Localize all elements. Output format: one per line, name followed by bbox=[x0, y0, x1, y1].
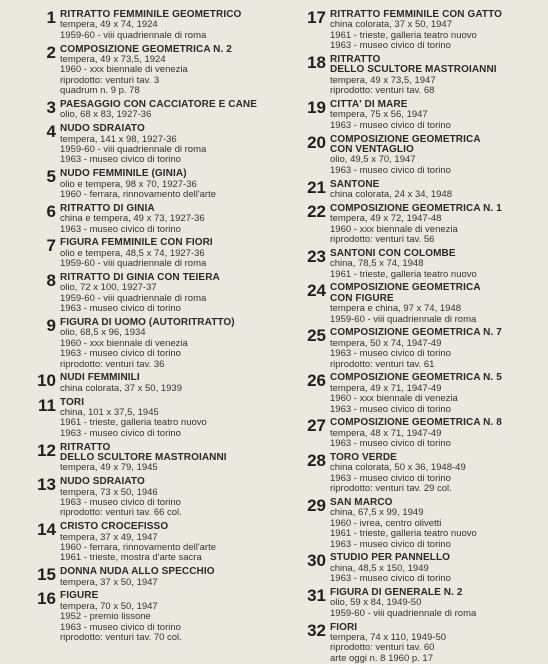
entry-detail: tempera e china, 97 x 74, 1948 bbox=[330, 303, 461, 315]
entry-title: COMPOSIZIONE GEOMETRICA bbox=[330, 282, 481, 294]
entry-detail: china, 101 x 37,5, 1945 bbox=[60, 407, 159, 418]
entry-title: FIGURE bbox=[60, 590, 99, 602]
entry-detail: riprodotto: venturi tav. 60 bbox=[330, 642, 435, 654]
entry-number: 24 bbox=[307, 281, 326, 301]
entry-detail: china colorata, 37 x 50, 1947 bbox=[330, 19, 453, 31]
entry-detail: riprodotto: venturi tav. 66 col. bbox=[60, 507, 182, 519]
entry-number: 20 bbox=[307, 132, 326, 152]
entry-number: 3 bbox=[46, 98, 56, 117]
entry-title: RITRATTO DI GINIA CON TEIERA bbox=[60, 272, 220, 283]
entry-title: NUDO SDRAIATO bbox=[60, 123, 145, 135]
entry-detail: 1959-60 - viii quadriennale di roma bbox=[60, 29, 207, 41]
entry-title: NUDO FEMMINILE (GINIA) bbox=[60, 168, 187, 180]
entry-title: PAESAGGIO CON CACCIATORE E CANE bbox=[60, 99, 258, 110]
entry-detail: olio, 68,5 x 96, 1934 bbox=[60, 327, 146, 339]
entry-number: 27 bbox=[307, 416, 326, 436]
entry-body bbox=[330, 453, 545, 495]
entry-title: FIGURA FEMMINILE CON FIORI bbox=[60, 237, 213, 249]
entry-detail: tempera, 37 x 50, 1947 bbox=[60, 576, 158, 588]
entry-detail: tempera, 37 x 49, 1947 bbox=[60, 531, 158, 543]
entry-body bbox=[330, 328, 545, 370]
entry-number: 7 bbox=[46, 236, 56, 256]
entry-detail: riprodotto: venturi tav. 70 col. bbox=[60, 632, 182, 644]
entry-number: 5 bbox=[46, 167, 56, 187]
entry-body bbox=[60, 238, 300, 269]
entry-detail: riprodotto: venturi tav. 61 bbox=[330, 358, 435, 370]
entry-number: 30 bbox=[307, 551, 326, 571]
entry-detail: china, 67,5 x 99, 1949 bbox=[330, 507, 424, 519]
entry-detail: olio, 72 x 100, 1927-37 bbox=[60, 282, 157, 294]
entry-detail: 1961 - trieste, galleria teatro nuovo bbox=[330, 29, 477, 41]
entry-body bbox=[60, 567, 300, 588]
entry-title: STUDIO PER PANNELLO bbox=[330, 552, 451, 564]
entry-title: SANTONE bbox=[330, 178, 380, 190]
entry-title: COMPOSIZIONE GEOMETRICA N. 7 bbox=[330, 327, 502, 339]
entry-number: 12 bbox=[37, 440, 56, 460]
entry-body bbox=[330, 498, 545, 550]
entry-detail: olio, 68 x 83, 1927-36 bbox=[60, 109, 152, 121]
entry-body bbox=[330, 55, 545, 97]
entry-detail: riprodotto: venturi tav. 3 bbox=[60, 74, 160, 86]
entry-number: 14 bbox=[37, 520, 56, 540]
entry-title: DELLO SCULTORE MASTROIANNI bbox=[60, 452, 227, 463]
entry-detail: tempera, 48 x 71, 1947-49 bbox=[330, 427, 442, 439]
entry-title: FIGURA DI GENERALE N. 2 bbox=[330, 587, 463, 598]
entry-detail: china colorata, 50 x 36, 1948-49 bbox=[330, 462, 466, 474]
entry-title: FIGURA DI UOMO (AUTORITRATTO) bbox=[60, 317, 235, 328]
entry-number: 1 bbox=[46, 8, 56, 27]
entry-detail: olio e tempera, 98 x 70, 1927-36 bbox=[60, 178, 197, 190]
entry-detail: tempera, 74 x 110, 1949-50 bbox=[330, 632, 447, 643]
entry-detail: quadrum n. 9 p. 78 bbox=[60, 85, 140, 97]
entry-title: DELLO SCULTORE MASTROIANNI bbox=[330, 64, 497, 76]
entry-number: 23 bbox=[307, 246, 326, 266]
entry-detail: riprodotto: venturi tav. 68 bbox=[330, 85, 435, 97]
entry-body bbox=[60, 591, 300, 643]
entry-title: RITRATTO FEMMINILE CON GATTO bbox=[330, 9, 503, 20]
entry-detail: 1963 - museo civico di torino bbox=[330, 438, 451, 450]
entry-title: COMPOSIZIONE GEOMETRICA N. 8 bbox=[330, 417, 502, 429]
entry-title: NUDO SDRAIATO bbox=[60, 476, 145, 488]
entry-detail: arte oggi n. 8 1960 p. 17 bbox=[330, 652, 433, 664]
entry-detail: china e tempera, 49 x 73, 1927-36 bbox=[60, 213, 205, 225]
entry-body bbox=[60, 204, 300, 235]
entry-body bbox=[330, 588, 545, 619]
entry-body bbox=[330, 180, 545, 201]
entry-detail: tempera, 50 x 74, 1947-49 bbox=[330, 337, 442, 349]
entry-detail: china colorata, 24 x 34, 1948 bbox=[330, 189, 453, 200]
entry-body bbox=[330, 204, 545, 246]
entry-detail: 1959-60 - viii quadriennale di roma bbox=[60, 258, 207, 270]
entry-number: 9 bbox=[46, 316, 56, 335]
entry-detail: 1960 - ferrara, rinnovamento dell'arte bbox=[60, 542, 217, 553]
entry-number: 25 bbox=[307, 326, 326, 346]
entry-detail: china, 78,5 x 74, 1948 bbox=[330, 258, 424, 270]
entry-title: COMPOSIZIONE GEOMETRICA N. 1 bbox=[330, 202, 502, 214]
entry-detail: 1963 - museo civico di torino bbox=[330, 348, 451, 360]
entry-detail: 1960 - xxx biennale di venezia bbox=[60, 64, 188, 76]
entry-detail: 1961 - trieste, galleria teatro nuovo bbox=[330, 528, 477, 540]
entry-detail: 1960 - ivrea, centro olivetti bbox=[330, 517, 442, 529]
entry-detail: 1963 - museo civico di torino bbox=[330, 573, 451, 585]
entry-detail: 1963 - museo civico di torino bbox=[60, 497, 181, 508]
entry-body bbox=[60, 373, 300, 394]
entry-body bbox=[330, 418, 545, 449]
entry-detail: 1960 - ferrara, rinnovamento dell'arte bbox=[60, 189, 217, 200]
entry-title: DONNA NUDA ALLO SPECCHIO bbox=[60, 566, 215, 578]
entry-detail: tempera, 49 x 73,5, 1924 bbox=[60, 54, 166, 65]
entry-detail: tempera, 75 x 56, 1947 bbox=[330, 109, 428, 121]
entry-body bbox=[330, 100, 545, 131]
entry-detail: 1959-60 - viii quadriennale di roma bbox=[330, 607, 477, 619]
entry-title: CRISTO CROCEFISSO bbox=[60, 521, 169, 533]
entry-detail: tempera, 141 x 98, 1927-36 bbox=[60, 133, 177, 145]
entry-body bbox=[330, 135, 545, 177]
entry-body bbox=[60, 169, 300, 200]
entry-title: CITTA' DI MARE bbox=[330, 99, 408, 110]
entry-number: 4 bbox=[46, 122, 56, 142]
entry-detail: 1963 - museo civico di torino bbox=[330, 40, 451, 52]
entry-number: 29 bbox=[307, 496, 326, 515]
entry-number: 28 bbox=[307, 451, 326, 470]
entry-number: 22 bbox=[307, 201, 326, 221]
entry-body bbox=[60, 45, 300, 97]
entry-number: 16 bbox=[37, 589, 56, 609]
entry-detail: 1960 - xxx biennale di venezia bbox=[330, 223, 458, 235]
entry-number: 2 bbox=[46, 42, 56, 62]
entry-number: 10 bbox=[37, 371, 56, 391]
entry-detail: 1960 - xxx biennale di venezia bbox=[330, 393, 458, 405]
entry-detail: 1960 - xxx biennale di venezia bbox=[60, 337, 188, 349]
entry-detail: tempera, 49 x 71, 1947-49 bbox=[330, 382, 442, 394]
entry-detail: china colorata, 37 x 50, 1939 bbox=[60, 382, 183, 394]
entry-body bbox=[60, 10, 300, 41]
entry-title: SAN MARCO bbox=[330, 497, 393, 508]
entry-detail: olio, 49,5 x 70, 1947 bbox=[330, 154, 416, 166]
entry-detail: riprodotto: venturi tav. 56 bbox=[330, 234, 435, 246]
entry-detail: 1963 - museo civico di torino bbox=[330, 119, 451, 131]
entry-detail: tempera, 49 x 72, 1947-48 bbox=[330, 213, 442, 225]
entry-body bbox=[60, 124, 300, 166]
entry-title: COMPOSIZIONE GEOMETRICA N. 2 bbox=[60, 43, 232, 55]
entry-title: SANTONI CON COLOMBE bbox=[330, 247, 456, 259]
entry-body bbox=[330, 553, 545, 584]
entry-detail: tempera, 49 x 79, 1945 bbox=[60, 462, 158, 474]
entry-detail: riprodotto: venturi tav. 29 col. bbox=[330, 483, 452, 495]
entry-detail: 1961 - trieste, galleria teatro nuovo bbox=[330, 268, 477, 280]
entry-body bbox=[60, 100, 300, 121]
entry-title: NUDI FEMMINILI bbox=[60, 372, 140, 384]
entry-body bbox=[330, 249, 545, 280]
entry-detail: 1963 - museo civico di torino bbox=[60, 223, 181, 235]
entry-body bbox=[60, 398, 300, 440]
entry-detail: 1963 - museo civico di torino bbox=[60, 621, 181, 633]
entry-number: 8 bbox=[46, 271, 56, 290]
entry-detail: 1963 - museo civico di torino bbox=[330, 472, 451, 484]
entry-detail: 1959-60 - viii quadriennale di roma bbox=[60, 292, 207, 304]
entry-detail: 1959-60 - viii quadriennale di roma bbox=[330, 313, 477, 325]
entry-title: TORO VERDE bbox=[330, 452, 397, 463]
entry-number: 32 bbox=[307, 620, 326, 640]
entry-title: TORI bbox=[60, 396, 85, 408]
entry-number: 15 bbox=[37, 565, 56, 585]
entry-body bbox=[60, 477, 300, 519]
entry-detail: olio, 59 x 84, 1949-50 bbox=[330, 597, 422, 609]
entry-body bbox=[330, 10, 545, 52]
entry-title: COMPOSIZIONE GEOMETRICA bbox=[330, 133, 481, 145]
entry-detail: riprodotto: venturi tav. 36 bbox=[60, 358, 165, 370]
entry-number: 21 bbox=[307, 177, 326, 197]
entry-number: 26 bbox=[307, 371, 326, 391]
entry-detail: china, 48,5 x 150, 1949 bbox=[330, 562, 429, 574]
entry-detail: 1963 - museo civico di torino bbox=[60, 427, 181, 439]
entry-detail: 1963 - museo civico di torino bbox=[60, 154, 181, 166]
entry-detail: olio e tempera, 48,5 x 74, 1927-36 bbox=[60, 247, 205, 259]
entry-detail: 1963 - museo civico di torino bbox=[330, 403, 451, 415]
entry-body bbox=[60, 273, 300, 315]
entry-detail: 1963 - museo civico di torino bbox=[60, 303, 181, 315]
entry-body bbox=[60, 318, 300, 370]
entry-detail: 1961 - trieste, galleria teatro nuovo bbox=[60, 417, 207, 429]
entry-title: FIORI bbox=[330, 621, 358, 633]
entry-title: COMPOSIZIONE GEOMETRICA N. 5 bbox=[330, 372, 502, 384]
entry-detail: 1963 - museo civico di torino bbox=[60, 348, 181, 360]
entry-body bbox=[330, 373, 545, 415]
entry-detail: 1952 - premio lissone bbox=[60, 611, 151, 623]
entry-number: 6 bbox=[46, 201, 56, 221]
entry-detail: tempera, 49 x 74, 1924 bbox=[60, 19, 158, 31]
entry-detail: tempera, 73 x 50, 1946 bbox=[60, 486, 158, 498]
entry-detail: tempera, 70 x 50, 1947 bbox=[60, 600, 158, 612]
entry-body bbox=[60, 522, 300, 564]
entry-body bbox=[330, 623, 545, 664]
entry-title: RITRATTO FEMMINILE GEOMETRICO bbox=[60, 9, 242, 20]
entry-number: 18 bbox=[307, 53, 326, 72]
entry-title: RITRATTO DI GINIA bbox=[60, 202, 155, 214]
entry-title: CON FIGURE bbox=[330, 292, 394, 304]
entry-number: 19 bbox=[307, 98, 326, 117]
entry-number: 17 bbox=[307, 8, 326, 27]
entry-detail: tempera, 49 x 73,5, 1947 bbox=[330, 74, 436, 86]
entry-number: 13 bbox=[37, 475, 56, 495]
entry-title: CON VENTAGLIO bbox=[330, 144, 414, 155]
entry-title: RITRATTO bbox=[330, 54, 381, 65]
entry-body bbox=[60, 443, 300, 474]
entry-title: RITRATTO bbox=[60, 441, 111, 453]
entry-detail: 1959-60 - viii quadriennale di roma bbox=[60, 144, 207, 155]
entry-detail: 1963 - museo civico di torino bbox=[330, 538, 451, 550]
entry-detail: 1961 - trieste, mostra d'arte sacra bbox=[60, 552, 202, 564]
entry-detail: 1963 - museo civico di torino bbox=[330, 164, 451, 176]
entry-body bbox=[330, 283, 545, 325]
entry-number: 31 bbox=[307, 586, 326, 605]
entry-number: 11 bbox=[38, 395, 56, 415]
